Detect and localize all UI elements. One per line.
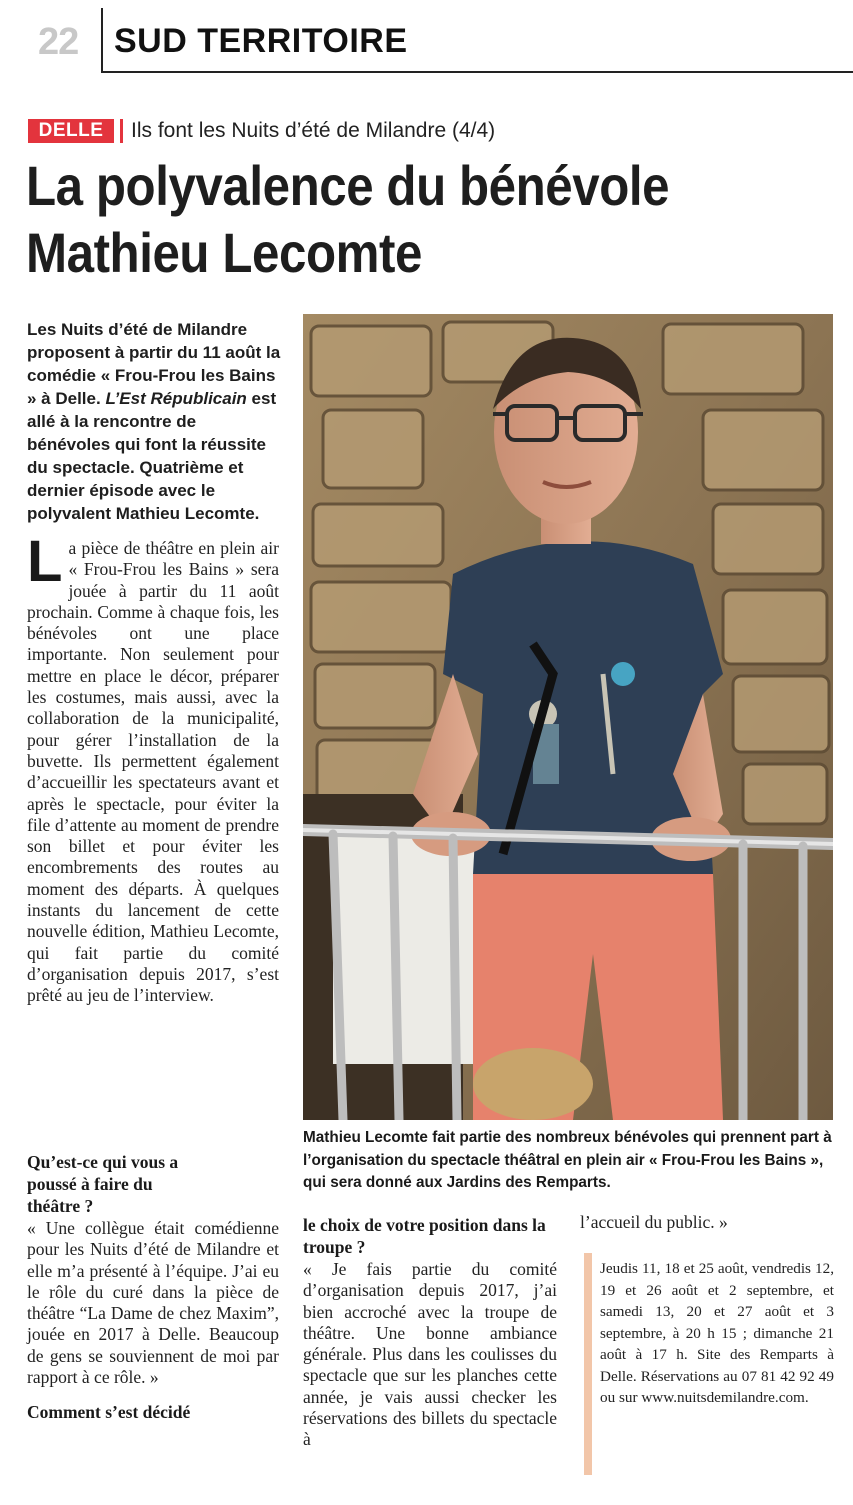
question-1: Qu’est-ce qui vous a poussé à faire du théâtre ?	[27, 1152, 179, 1216]
question-2-end: le choix de votre position dans la troupe ?	[303, 1215, 546, 1257]
question-2-start: Comment s’est décidé	[27, 1402, 191, 1423]
kicker-text: Ils font les Nuits d’été de Milandre (4/4)	[131, 119, 496, 142]
header-divider	[101, 8, 103, 72]
newspaper-name: L’Est Républicain	[105, 389, 247, 408]
lead-part-1: Les Nuits d’été de Milandre proposent à partir du 11 août la comédie « Frou-Frou les Bains » à Delle.	[27, 320, 281, 408]
photo-illustration	[303, 314, 833, 1120]
answer-1: « Une collègue était comédienne pour les Nuits d’été de Milandre et elle m’a présenté à l’équipe. J’ai eu le rôle du curé dans la pièce de théâtre “La Dame de chez Maxim”, jouée en 2017 à Delle. Beaucoup de gens se souviennent de moi par rapport à ce rôle. »	[27, 1218, 279, 1388]
location-tag: DELLE	[28, 119, 114, 143]
kicker-bar	[120, 119, 123, 143]
interview-col-1	[27, 1151, 279, 1423]
info-box-text: Jeudis 11, 18 et 25 août, vendredis 12, 19 et 26 août et 2 septembre, et samedi 13, 20 et 27 août et 3 septembre, à 20 h 15 ; dimanche 21 août à 17 h. Site des Remparts à Delle. Réservations au 07 81 42 92 49 ou sur www.nuitsdemilandre.com.	[600, 1260, 834, 1406]
lead-part-2: est allé à la rencontre de bénévoles qui font la réussite du spectacle. Quatrième et dernier épisode avec le polyvalent Mathieu Lecomte.	[27, 389, 277, 523]
headline-line-1: La polyvalence du bénévole	[26, 154, 670, 217]
body-intro	[27, 529, 279, 1007]
intro-text: a pièce de théâtre en plein air « Frou-Frou les Bains » sera jouée à partir du 11 août prochain. Comme à chaque fois, les bénévoles ont une place importante. Non seulement pour mettre en place le décor, préparer les costumes, mais aussi, avec la collaboration de la municipalité, pour gérer l’installation de la buvette. Ils permettent également d’accueillir les spectateurs avant et après le spectacle, pour éviter la file d’attente au moment de prendre son billet et pour éviter les encombrements des routes au moment des départs. À quelques instants du lancement de cette nouvelle édition, Mathieu Lecomte, qui fait partie du comité d’organisation depuis 2017, s’est prêté au jeu de l’interview.	[27, 538, 279, 1006]
answer-2-end: l’accueil du public. »	[580, 1212, 728, 1232]
portrait-photo	[303, 314, 833, 1120]
section-title: SUD TERRITOIRE	[114, 22, 408, 60]
header-rule	[101, 71, 853, 73]
page-number: 22	[38, 21, 79, 63]
headline	[26, 152, 743, 286]
drop-cap: L	[27, 529, 63, 594]
photo-caption: Mathieu Lecomte fait partie des nombreux bénévoles qui prennent part à l’organisation du spectacle théâtral en plein air « Frou-Frou les Bains », qui sera donné aux Jardins des Remparts.	[303, 1129, 832, 1191]
lead-paragraph	[27, 318, 281, 525]
info-box-bar	[584, 1253, 592, 1475]
interview-col-2	[303, 1214, 557, 1451]
headline-line-2: Mathieu Lecomte	[26, 221, 422, 284]
answer-2: « Je fais partie du comité d’organisation depuis 2017, j’ai bien accroché avec la troupe de théâtre. Une bonne ambiance générale. Plus dans les coulisses du spectacle que sur les planches cette année, je vais aussi checker les réservations des billets du spectacle à	[303, 1259, 557, 1450]
